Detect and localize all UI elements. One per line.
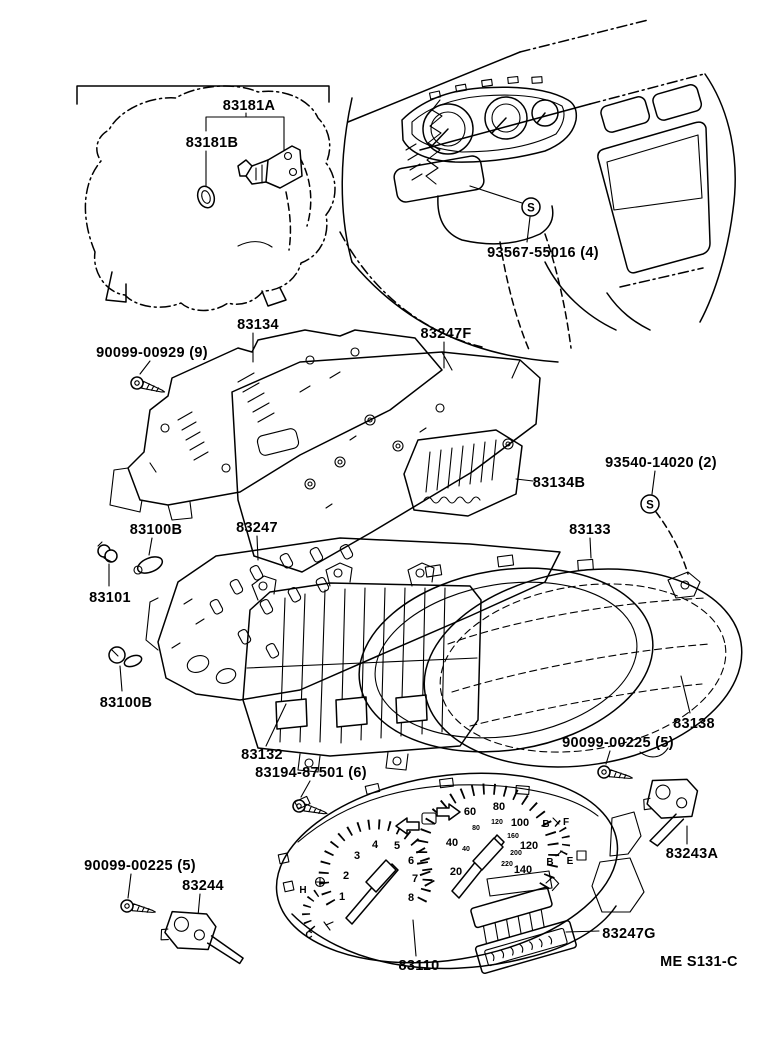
speedo-number: 20 [449, 866, 463, 878]
screw-icon [597, 765, 634, 784]
dash-right-edge [700, 74, 735, 322]
fuel-empty-letter: E [566, 856, 574, 867]
speedo-number: 80 [492, 801, 506, 813]
tach-number: 2 [342, 870, 350, 882]
screw-symbol-93567 [470, 186, 540, 242]
bulb-mark: B [542, 819, 550, 830]
part-label-83244: 83244 [182, 878, 224, 894]
bulb-83101 [89, 542, 131, 606]
leader-83138 [681, 676, 690, 713]
part-label-90099-00929: 90099-00929 (9) [96, 345, 208, 361]
tach-number: 8 [407, 892, 415, 904]
left-turn-arrow-icon [396, 818, 419, 834]
part-label-83247F: 83247F [420, 326, 472, 342]
speedo-number: 140 [513, 864, 533, 876]
part-label-83132: 83132 [241, 747, 283, 763]
tach-number: 6 [407, 855, 415, 867]
bulb-mark: B [546, 857, 554, 868]
meter-assembly [89, 520, 756, 862]
leader-83247G [566, 931, 599, 932]
fuel-gauge [542, 817, 586, 868]
speedo-inner-number: 80 [472, 825, 480, 832]
speedo-inner-number: 40 [462, 846, 470, 853]
right-turn-arrow-icon [437, 804, 460, 820]
screw-alignment-dashed [656, 512, 688, 574]
speedo-number: 120 [519, 840, 539, 852]
drawing-code: ME S131-C [660, 954, 738, 970]
tach-number: 4 [371, 839, 379, 851]
gauge-unit-83244 [158, 878, 251, 964]
leader-83194 [301, 781, 310, 797]
vent-right [651, 83, 703, 122]
speedo-number: 60 [463, 806, 477, 818]
speedo-inner-number: 200 [510, 850, 522, 857]
tach-number: 7 [411, 873, 419, 885]
speedo-inner-number: 160 [507, 833, 519, 840]
speedo-inner-number: 220 [501, 861, 513, 868]
oring-83181B [195, 184, 217, 210]
part-label-83133: 83133 [569, 522, 611, 538]
part-83181-sensor-group [77, 86, 329, 250]
gauge-unit-83243A [638, 774, 719, 862]
speedo-number: 100 [510, 817, 530, 829]
part-label-83101: 83101 [89, 590, 131, 606]
part-label-83181B: 83181B [185, 135, 239, 151]
temp-high-letter: H [299, 885, 307, 896]
part-label-83247: 83247 [236, 520, 278, 536]
screw-icon [129, 375, 166, 397]
screw-83194 [255, 765, 367, 819]
dashboard-view [340, 20, 735, 362]
part-label-83243A: 83243A [665, 846, 719, 862]
leader-83134B [516, 479, 533, 481]
meter-case-83132 [241, 563, 481, 772]
part-label-83181A: 83181A [222, 98, 276, 114]
circuit-plate-83247 [146, 520, 560, 700]
part-label-83110: 83110 [398, 958, 440, 974]
leader-83100B-top [149, 538, 152, 555]
temp-gauge [299, 878, 333, 942]
leader-90099-00929 [140, 361, 150, 374]
cluster-face-83110 [263, 750, 644, 986]
part-label-83100B-top: 83100B [129, 522, 183, 538]
part-label-93567: 93567-55016 (4) [487, 245, 599, 261]
tachometer [324, 824, 428, 924]
leader-83110 [413, 920, 416, 956]
speedometer [422, 789, 554, 898]
vent-left [599, 95, 651, 134]
bulb-socket-83100B-bottom [100, 647, 153, 711]
tach-number: 1 [338, 891, 346, 903]
screw-90099-00929 [96, 345, 208, 398]
screw-symbol-letter: S [527, 202, 535, 215]
speedo-inner-number: 120 [491, 819, 503, 826]
part-label-83100B-bottom: 83100B [99, 695, 153, 711]
screw-symbol-93540 [605, 455, 717, 574]
fuel-full-letter: F [562, 817, 570, 828]
part-label-90099-00225-left: 90099-00225 (5) [84, 858, 196, 874]
bulb-socket-83100B-top [130, 522, 183, 576]
part-label-93540: 93540-14020 (2) [605, 455, 717, 471]
leader-83133 [590, 538, 591, 558]
part-label-83194: 83194-87501 (6) [255, 765, 367, 781]
plate-83247F [232, 326, 540, 572]
part-label-83134B: 83134B [532, 475, 586, 491]
leader-93540 [652, 471, 655, 494]
screw-symbol-letter: S [646, 499, 654, 512]
screw-90099-00225-left [84, 858, 196, 918]
tach-number: 5 [393, 840, 401, 852]
part-label-83134: 83134 [237, 317, 279, 333]
speed-sensor-83181A [238, 146, 302, 188]
part-label-83247G: 83247G [602, 926, 656, 942]
sensor-alignment-dashed [286, 192, 290, 250]
temp-low-letter: C [305, 930, 313, 941]
leader-83244 [198, 894, 200, 916]
center-console [598, 122, 710, 330]
leader-90099-00225-left [128, 874, 131, 898]
screw-icon [292, 799, 329, 820]
speedo-number: 40 [445, 837, 459, 849]
part-label-83138: 83138 [673, 716, 715, 732]
leader-83100B-bottom [120, 666, 122, 691]
plate-83134B [404, 430, 585, 516]
tach-number: 3 [353, 850, 361, 862]
cluster-bezel [402, 76, 576, 184]
screw-icon [120, 899, 157, 918]
lens-83138 [410, 547, 756, 789]
part-label-90099-00225-right: 90099-00225 (5) [562, 735, 674, 751]
